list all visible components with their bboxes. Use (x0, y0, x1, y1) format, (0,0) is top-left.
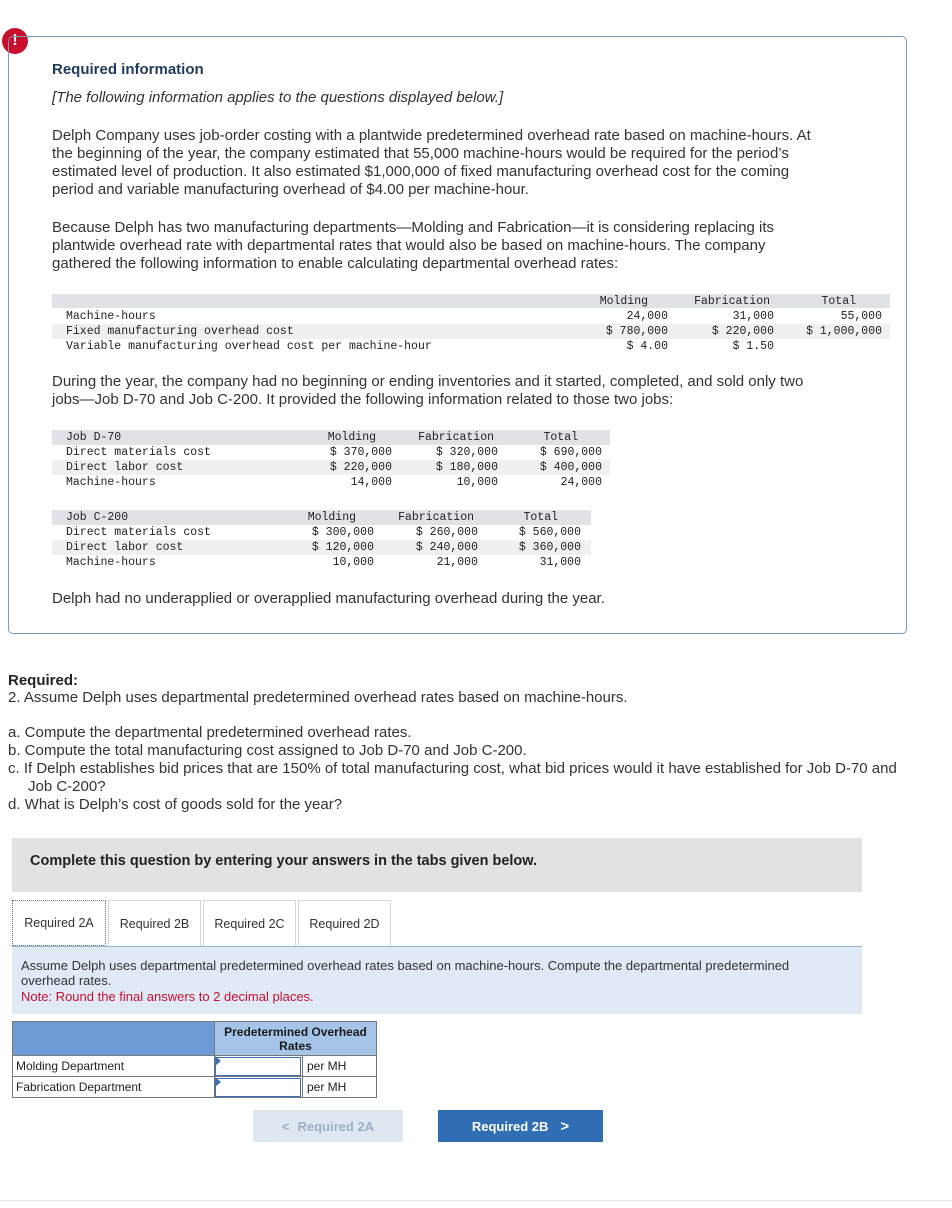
info-title: Required information (52, 61, 204, 78)
paragraph-3 (52, 373, 872, 409)
job-c200-cell: $ 240,000 (415, 541, 478, 554)
dept-header-molding: Molding (599, 295, 648, 308)
tab-required-2d[interactable]: Required 2D (298, 900, 391, 946)
para1-line: period and variable manufacturing overhead of $4.00 per machine-hour. (52, 181, 529, 198)
molding-unit: per MH (303, 1056, 377, 1077)
dept-cell: $ 220,000 (711, 325, 774, 338)
closing-statement: Delph had no underapplied or overapplied manufacturing overhead during the year. (52, 590, 605, 607)
dept-cell: $ 4.00 (626, 340, 668, 353)
question-c: c. If Delph establishes bid prices that are 150% of total manufacturing cost, what bid prices would it have established for Job D-70 and (8, 760, 897, 777)
fabrication-unit: per MH (303, 1077, 377, 1098)
dept-cell: 24,000 (626, 310, 668, 323)
answer-table (12, 1021, 377, 1098)
complete-question-text: Complete this question by entering your answers in the tabs given below. (30, 853, 538, 869)
job-c200-cell: $ 360,000 (518, 541, 581, 554)
dept-row-label: Fixed manufacturing overhead cost (66, 325, 294, 338)
para1-line: estimated level of production. It also estimated $1,000,000 of fixed manufacturing overhead cost for the coming (52, 163, 790, 180)
job-d70-header: Total (543, 431, 578, 444)
job-c200-title: Job C-200 (66, 511, 129, 524)
job-d70-cell: 14,000 (350, 476, 392, 489)
next-button-label: Required 2B (471, 1118, 549, 1134)
job-c200-row-label: Direct labor cost (66, 541, 184, 554)
chevron-right-icon: > (560, 1117, 570, 1135)
para1-line: Delph Company uses job-order costing with a plantwide predetermined overhead rate based on machine-hours. At (52, 127, 811, 144)
job-c200-header: Molding (307, 511, 356, 524)
job-c200-header: Total (523, 511, 558, 524)
dept-header-total: Total (821, 295, 856, 308)
question-a: a. Compute the departmental predetermined overhead rates. (8, 724, 412, 741)
chevron-left-icon: < (281, 1118, 290, 1134)
job-d70-cell: $ 690,000 (539, 446, 602, 459)
paragraph-1 (52, 127, 872, 199)
question-d: d. What is Delph’s cost of goods sold for the year? (8, 796, 343, 813)
para2-line: Because Delph has two manufacturing departments—Molding and Fabrication—it is considering replacing its (52, 219, 775, 236)
footer-divider (0, 1200, 952, 1201)
para3-line: During the year, the company had no beginning or ending inventories and it started, completed, and sold only two (52, 373, 804, 390)
job-d70-cell: 10,000 (456, 476, 498, 489)
dept-cell: 31,000 (732, 310, 774, 323)
job-d70-row-label: Direct materials cost (66, 446, 211, 459)
job-c200-header: Fabrication (398, 511, 474, 524)
job-d70-cell: $ 320,000 (435, 446, 498, 459)
job-c200-cell: 21,000 (436, 556, 478, 569)
molding-rate-input[interactable] (215, 1057, 301, 1076)
required-intro: 2. Assume Delph uses departmental predetermined overhead rates based on machine-hours. (8, 689, 628, 706)
fabrication-rate-cell (215, 1077, 303, 1098)
answer-table-header: Predetermined Overhead Rates (215, 1022, 377, 1056)
job-c200-cell: $ 560,000 (518, 526, 581, 539)
job-c200-cell: 10,000 (332, 556, 374, 569)
para3-line: jobs—Job D-70 and Job C-200. It provided the following information related to those two jobs: (52, 391, 674, 408)
dept-row-label: Machine-hours (66, 310, 156, 323)
info-subtitle: [The following information applies to the questions displayed below.] (52, 89, 504, 106)
para2-line: gathered the following information to enable calculating departmental overhead rates: (52, 255, 619, 272)
job-d70-row-label: Machine-hours (66, 476, 156, 489)
job-d70-header: Fabrication (418, 431, 494, 444)
job-d70-row-label: Direct labor cost (66, 461, 184, 474)
next-button[interactable] (438, 1110, 603, 1142)
instructions-panel (12, 947, 862, 1014)
job-c200-cell: 31,000 (539, 556, 581, 569)
job-c200-cell: $ 300,000 (311, 526, 374, 539)
job-d70-cell: 24,000 (560, 476, 602, 489)
dept-cell: $ 1.50 (732, 340, 774, 353)
alert-icon: ! (2, 28, 28, 54)
job-d70-title: Job D-70 (66, 431, 122, 444)
para1-line: the beginning of the year, the company estimated that 55,000 machine-hours would be required for the period’s (52, 145, 789, 162)
fabrication-department-label: Fabrication Department (13, 1077, 215, 1098)
dept-cell: $ 780,000 (605, 325, 668, 338)
job-d70-cell: $ 220,000 (329, 461, 392, 474)
molding-rate-cell (215, 1056, 303, 1077)
job-c200-cell: $ 120,000 (311, 541, 374, 554)
input-flag-icon (215, 1056, 221, 1066)
complete-question-banner (12, 838, 862, 892)
para2-line: plantwide overhead rate with departmental rates that would also be based on machine-hours. The company (52, 237, 766, 254)
instructions-text: Assume Delph uses departmental predetermined overhead rates based on machine-hours. Compute the departmental predetermined overhead rates. (21, 958, 790, 988)
question-b: b. Compute the total manufacturing cost assigned to Job D-70 and Job C-200. (8, 742, 527, 759)
tab-required-2c[interactable]: Required 2C (203, 900, 296, 946)
tab-required-2a[interactable]: Required 2A (12, 900, 106, 946)
dept-row-label: Variable manufacturing overhead cost per machine-hour (66, 340, 432, 353)
job-d70-cell: $ 370,000 (329, 446, 392, 459)
job-c200-cell: $ 260,000 (415, 526, 478, 539)
prev-button[interactable] (253, 1110, 403, 1142)
molding-department-label: Molding Department (13, 1056, 215, 1077)
instructions-note: Note: Round the final answers to 2 decimal places. (21, 989, 314, 1004)
job-d70-header: Molding (327, 431, 376, 444)
input-flag-icon (215, 1077, 221, 1087)
fabrication-rate-input[interactable] (215, 1078, 301, 1097)
answer-table-header-blank (13, 1022, 215, 1056)
tab-required-2b[interactable]: Required 2B (108, 900, 201, 946)
job-d70-cell: $ 400,000 (539, 461, 602, 474)
dept-cell: $ 1,000,000 (806, 325, 882, 338)
job-c200-row-label: Machine-hours (66, 556, 156, 569)
dept-cell: 55,000 (840, 310, 882, 323)
required-heading: Required: (8, 672, 79, 689)
job-c200-row-label: Direct materials cost (66, 526, 211, 539)
question-c-cont: Job C-200? (28, 778, 106, 795)
dept-header-fabrication: Fabrication (694, 295, 770, 308)
prev-button-label: Required 2A (297, 1118, 375, 1134)
paragraph-2 (52, 219, 872, 273)
job-d70-cell: $ 180,000 (435, 461, 498, 474)
